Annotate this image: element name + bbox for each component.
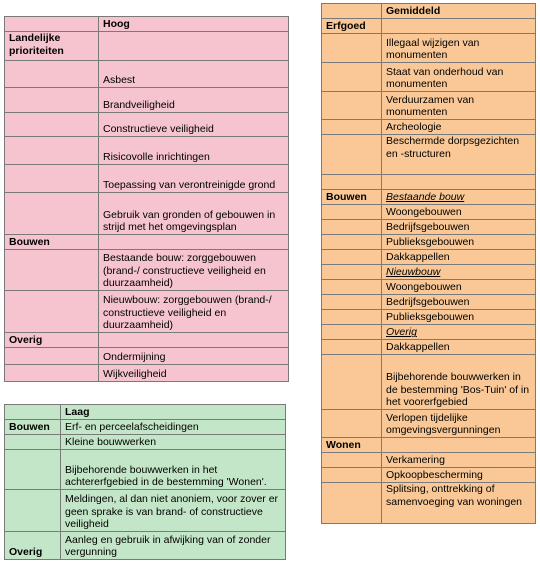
hoog-category-bouwen: Bouwen: [5, 235, 99, 250]
gemiddeld-item-beschermde: Beschermde dorpsgezichten en -structuren: [382, 135, 536, 175]
hoog-item-ondermijning: Ondermijning: [99, 348, 289, 365]
laag-item-meldingen: Meldingen, al dan niet anoniem, voor zover er geen sprake is van brand- of constructieve veiligheid: [61, 490, 286, 532]
hoog-corner: [5, 17, 99, 32]
gemiddeld-item-publiek1: Publieksgebouwen: [382, 235, 536, 250]
gemiddeld-item-opkoop: Opkoopbescherming: [382, 468, 536, 483]
gemiddeld-category-erfgoed: Erfgoed: [322, 19, 382, 34]
hoog-item-constructief: Constructieve veiligheid: [99, 113, 289, 137]
hoog-item-asbest: Asbest: [99, 61, 289, 88]
gemiddeld-item-archeologie: Archeologie: [382, 120, 536, 135]
hoog-item-nieuwbouw: Nieuwbouw: zorggebouwen (brand-/ constructieve veiligheid en duurzaamheid): [99, 291, 289, 333]
hoog-table: [4, 16, 289, 382]
gemiddeld-sub-overig: Overig: [382, 325, 536, 340]
laag-item-klein: Kleine bouwwerken: [61, 435, 286, 450]
hoog-item-gebruik: Gebruik van gronden of gebouwen in strijd met het omgevingsplan: [99, 193, 289, 235]
hoog-item-brandveiligheid: Brandveiligheid: [99, 88, 289, 113]
hoog-item-grond: Toepassing van verontreinigde grond: [99, 165, 289, 193]
gemiddeld-category-bouwen: Bouwen: [322, 190, 382, 205]
gemiddeld-item-staat: Staat van onderhoud van monumenten: [382, 63, 536, 92]
hoog-item-risicovol: Risicovolle inrichtingen: [99, 137, 289, 165]
gemiddeld-item-dakkap1: Dakkappellen: [382, 250, 536, 265]
gemiddeld-item-verduurzamen: Verduurzamen van monumenten: [382, 92, 536, 120]
gemiddeld-item-publiek2: Publieksgebouwen: [382, 310, 536, 325]
gemiddeld-item-bedrijf2: Bedrijfsgebouwen: [382, 295, 536, 310]
laag-category-overig: Overig: [5, 532, 61, 560]
laag-item-bijbehorend: Bijbehorende bouwwerken in het achtererfgebied in de bestemming 'Wonen'.: [61, 450, 286, 490]
gemiddeld-item-woon1: Woongebouwen: [382, 205, 536, 220]
gemiddeld-table: [321, 3, 536, 524]
gemiddeld-item-bijbehorend: Bijbehorende bouwwerken in de bestemming 'Bos-Tuin' of in het voorerfgebied: [382, 355, 536, 410]
gemiddeld-sub-bestaande: Bestaande bouw: [382, 190, 536, 205]
hoog-item-wijk: Wijkveiligheid: [99, 365, 289, 382]
hoog-item-bestaand: Bestaande bouw: zorggebouwen (brand-/ constructieve veiligheid en duurzaamheid): [99, 250, 289, 291]
gemiddeld-item-bedrijf1: Bedrijfsgebouwen: [382, 220, 536, 235]
laag-table: [4, 404, 286, 560]
gemiddeld-item-verkamering: Verkamering: [382, 453, 536, 468]
gemiddeld-item-dakkap2: Dakkappellen: [382, 340, 536, 355]
laag-item-aanleg: Aanleg en gebruik in afwijking van of zonder vergunning: [61, 532, 286, 560]
laag-header: Laag: [61, 405, 286, 420]
laag-item-erf: Erf- en perceelafscheidingen: [61, 420, 286, 435]
gemiddeld-header: Gemiddeld: [382, 4, 536, 19]
gemiddeld-item-verlopen: Verlopen tijdelijke omgevingsvergunningen: [382, 410, 536, 438]
laag-category-bouwen: Bouwen: [5, 420, 61, 435]
hoog-category-landelijk: Landelijke prioriteiten: [5, 32, 99, 61]
gemiddeld-sub-nieuwbouw: Nieuwbouw: [382, 265, 536, 280]
gemiddeld-category-wonen: Wonen: [322, 438, 382, 453]
hoog-header: Hoog: [99, 17, 289, 32]
gemiddeld-item-illegaal: Illegaal wijzigen van monumenten: [382, 34, 536, 63]
gemiddeld-item-splitsing: Splitsing, onttrekking of samenvoeging van woningen: [382, 483, 536, 524]
hoog-category-overig: Overig: [5, 333, 99, 348]
gemiddeld-item-woon2: Woongebouwen: [382, 280, 536, 295]
